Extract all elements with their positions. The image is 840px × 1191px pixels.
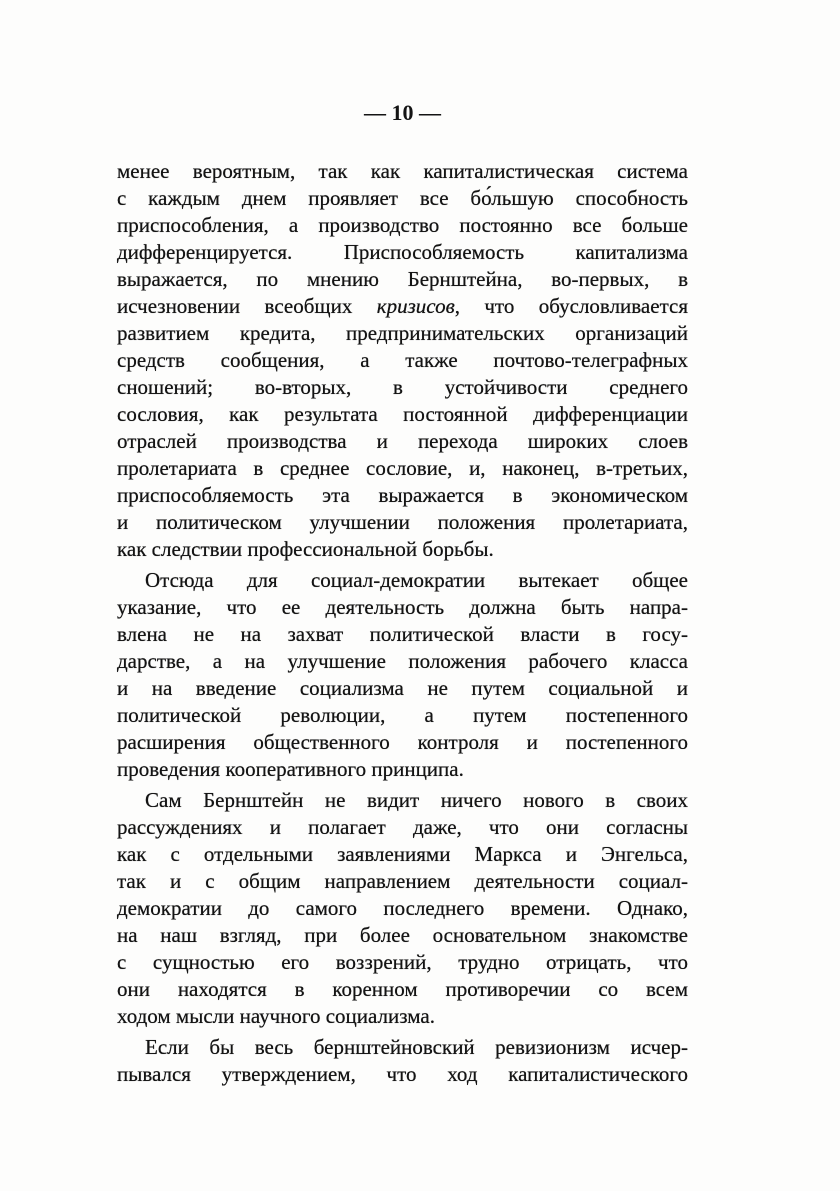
text-line: расширения общественного контроля и постепенного [117, 730, 688, 754]
text-line: политической революции, а путем постепенного [117, 703, 688, 727]
paragraph [117, 787, 688, 1030]
text-line: приспособления, а производство постоянно все больше [117, 213, 688, 237]
text-line: пывался утверждением, что ход капиталистического [117, 1062, 688, 1086]
text-line: с сущностью его воззрений, трудно отрицать, что [117, 950, 688, 974]
text-line: Если бы весь бернштейновский ревизионизм исчер- [145, 1035, 688, 1059]
text-segment: , что обусловливается [454, 294, 688, 318]
text-line: дарстве, а на улучшение положения рабочего класса [117, 649, 688, 673]
text-line: указание, что ее деятельность должна быть напра- [117, 595, 688, 619]
text-line: пролетариата в среднее сословие, и, наконец, в-третьих, [117, 456, 688, 480]
text-line: как следствии профессиональной борьбы. [117, 537, 494, 561]
text-segment: исчезновении всеобщих [117, 294, 377, 318]
text-line: менее вероятным, так как капиталистическая система [117, 159, 688, 183]
text-line: влена не на захват политической власти в госу- [117, 622, 688, 646]
text-line [117, 293, 688, 320]
text-line: сословия, как результата постоянной дифференциации [117, 402, 688, 426]
text-line: выражается, по мнению Бернштейна, во-первых, в [117, 267, 688, 291]
text-line: приспособляемость эта выражается в экономическом [117, 483, 688, 507]
text-line: так и с общим направлением деятельности социал- [117, 869, 688, 893]
text-line: они находятся в коренном противоречии со всем [117, 977, 688, 1001]
text-line: отраслей производства и перехода широких слоев [117, 429, 688, 453]
text-line: Отсюда для социал-демократии вытекает общее [145, 568, 688, 592]
emphasis-text: кризисов [376, 294, 455, 318]
text-line: ходом мысли научного социализма. [117, 1004, 435, 1028]
text-line: с каждым днем проявляет все бо́льшую способность [117, 186, 688, 210]
text-line: развитием кредита, предпринимательских организаций [117, 321, 688, 345]
body-text [117, 158, 688, 1088]
text-line: демократии до самого последнего времени. Однако, [117, 896, 688, 920]
text-line: сношений; во-вторых, в устойчивости среднего [117, 375, 688, 399]
paragraph [117, 158, 688, 563]
text-line: и на введение социализма не путем социальной и [117, 676, 688, 700]
paragraph [117, 567, 688, 783]
text-line: как с отдельными заявлениями Маркса и Энгельса, [117, 842, 688, 866]
text-line: и политическом улучшении положения пролетариата, [117, 510, 688, 534]
text-line: Сам Бернштейн не видит ничего нового в своих [145, 788, 688, 812]
text-line: на наш взгляд, при более основательном знакомстве [117, 923, 688, 947]
page-number: — 10 — [364, 100, 441, 125]
text-line: средств сообщения, а также почтово-телеграфных [117, 348, 688, 372]
text-line: рассуждениях и полагает даже, что они согласны [117, 815, 688, 839]
paragraph [117, 1034, 688, 1088]
text-line: дифференцируется. Приспособляемость капитализма [117, 240, 688, 264]
text-line: проведения кооперативного принципа. [117, 757, 464, 781]
